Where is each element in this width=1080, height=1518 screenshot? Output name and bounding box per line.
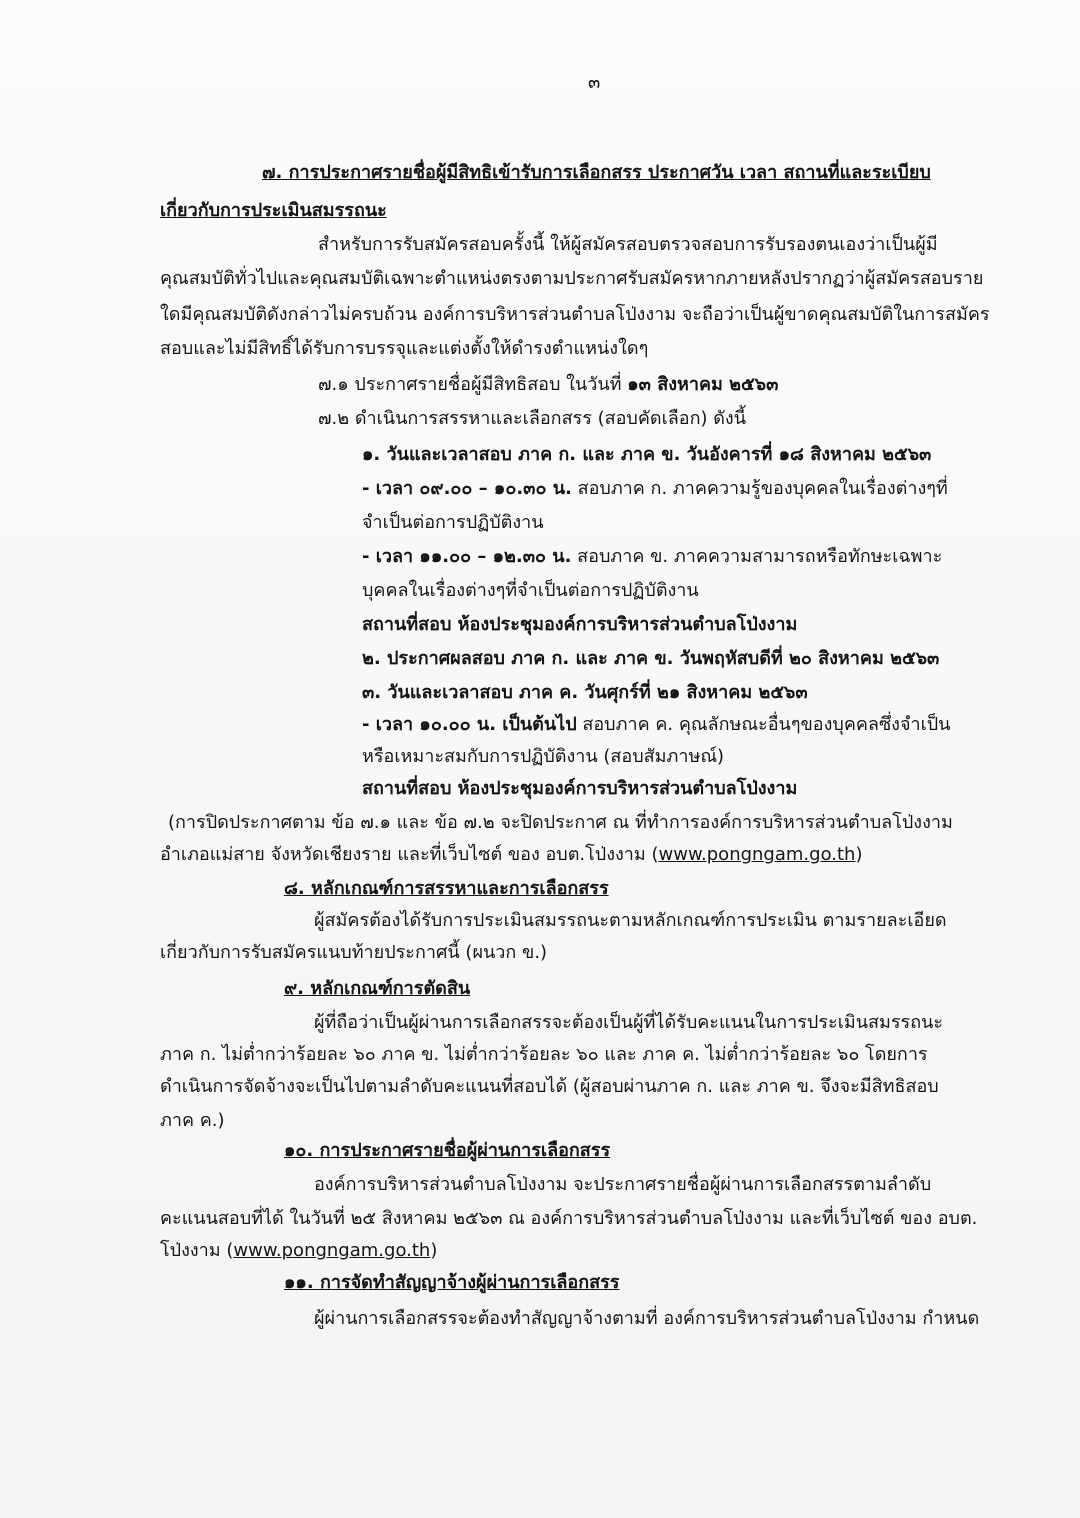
posting-note-end: )	[855, 844, 863, 865]
section-7-paragraph-line: คุณสมบัติทั่วไปและคุณสมบัติเฉพาะตำแหน่งตรงตามประกาศรับสมัครหากภายหลังปรากฏว่าผู้สมัครสอบราย	[160, 268, 984, 289]
step-3-time-text: สอบภาค ค. คุณลักษณะอื่นๆของบุคคลซึ่งจำเป็น	[576, 714, 951, 735]
section-7-paragraph-line: ใดมีคุณสมบัติดังกล่าวไม่ครบถ้วน องค์การบริหารส่วนตำบลโป่งงาม จะถือว่าเป็นผู้ขาดคุณสมบัติในการสมัคร	[160, 304, 990, 325]
section-7-heading-line-2: เกี่ยวกับการประเมินสมรรถนะ	[160, 200, 387, 221]
item-7-1-date: ๑๓ สิงหาคม ๒๕๖๓	[627, 374, 779, 395]
step-1-time-1	[362, 474, 948, 504]
step-1-time-2	[362, 542, 942, 572]
item-7-1	[318, 370, 778, 400]
section-9-heading: ๙. หลักเกณฑ์การตัดสิน	[284, 978, 471, 999]
section-11-paragraph-line: ผู้ผ่านการเลือกสรรจะต้องทำสัญญาจ้างตามที่ องค์การบริหารส่วนตำบลโป่งงาม กำหนด	[314, 1308, 980, 1329]
website-link[interactable]: www.pongngam.go.th	[233, 1240, 431, 1261]
step-3-heading: ๓. วันและเวลาสอบ ภาค ค. วันศุกร์ที่ ๒๑ สิงหาคม ๒๕๖๓	[362, 682, 808, 703]
step-1-time-1-cont: จำเป็นต่อการปฏิบัติงาน	[362, 512, 544, 533]
posting-note-line-2	[160, 840, 862, 870]
section-9-paragraph-line: ดำเนินการจัดจ้างจะเป็นไปตามลำดับคะแนนที่สอบได้ (ผู้สอบผ่านภาค ก. และ ภาค ข. จึงจะมีสิทธิสอบ	[160, 1076, 939, 1097]
section-10-paragraph-last-text: โป่งงาม (	[160, 1240, 234, 1261]
section-7-heading-line-1: ๗. การประกาศรายชื่อผู้มีสิทธิเข้ารับการเลือกสรร ประกาศวัน เวลา สถานที่และระเบียบ	[262, 162, 931, 183]
section-10-paragraph-last-end: )	[430, 1240, 438, 1261]
section-11-heading: ๑๑. การจัดทำสัญญาจ้างผู้ผ่านการเลือกสรร	[284, 1272, 620, 1293]
section-10-paragraph-line: องค์การบริหารส่วนตำบลโป่งงาม จะประกาศรายชื่อผู้ผ่านการเลือกสรรตามลำดับ	[314, 1174, 932, 1195]
section-9-paragraph-line: ภาค ค.)	[160, 1110, 225, 1131]
step-1-heading: ๑. วันและเวลาสอบ ภาค ก. และ ภาค ข. วันอังคารที่ ๑๘ สิงหาคม ๒๕๖๓	[362, 444, 932, 465]
step-3-time	[362, 710, 951, 740]
step-3-time-label: - เวลา ๑๐.๐๐ น. เป็นต้นไป	[362, 714, 577, 735]
item-7-1-label: ๗.๑ ประกาศรายชื่อผู้มีสิทธิสอบ ในวันที่	[318, 374, 628, 395]
venue-1: สถานที่สอบ ห้องประชุมองค์การบริหารส่วนตำบลโป่งงาม	[362, 614, 798, 635]
step-1-time-1-label: - เวลา ๐๙.๐๐ – ๑๐.๓๐ น.	[362, 478, 572, 499]
section-8-paragraph-line: เกี่ยวกับการรับสมัครแนบท้ายประกาศนี้ (ผนวก ข.)	[160, 942, 548, 963]
section-7-paragraph-line: สอบและไม่มีสิทธิ์ได้รับการบรรจุและแต่งตั้งให้ดำรงตำแหน่งใดๆ	[160, 338, 649, 359]
step-3-time-cont: หรือเหมาะสมกับการปฏิบัติงาน (สอบสัมภาษณ์)	[362, 746, 725, 767]
section-8-paragraph-line: ผู้สมัครต้องได้รับการประเมินสมรรถนะตามหลักเกณฑ์การประเมิน ตามรายละเอียด	[314, 910, 947, 931]
section-9-paragraph-line: ผู้ที่ถือว่าเป็นผู้ผ่านการเลือกสรรจะต้องเป็นผู้ที่ได้รับคะแนนในการประเมินสมรรถนะ	[314, 1012, 944, 1033]
step-1-time-1-text: สอบภาค ก. ภาคความรู้ของบุคคลในเรื่องต่างๆที่	[571, 478, 948, 499]
website-link[interactable]: www.pongngam.go.th	[658, 844, 856, 865]
step-1-time-2-cont: บุคคลในเรื่องต่างๆที่จำเป็นต่อการปฏิบัติงาน	[362, 580, 699, 601]
posting-note-text: อำเภอแม่สาย จังหวัดเชียงราย และที่เว็บไซต์ ของ อบต.โป่งงาม (	[160, 844, 659, 865]
item-7-2: ๗.๒ ดำเนินการสรรหาและเลือกสรร (สอบคัดเลือก) ดังนี้	[318, 408, 747, 429]
step-1-time-2-text: สอบภาค ข. ภาคความสามารถหรือทักษะเฉพาะ	[571, 546, 943, 567]
section-9-paragraph-line: ภาค ก. ไม่ต่ำกว่าร้อยละ ๖๐ ภาค ข. ไม่ต่ำกว่าร้อยละ ๖๐ และ ภาค ค. ไม่ต่ำกว่าร้อยละ ๖๐ โดยการ	[160, 1044, 928, 1065]
venue-2: สถานที่สอบ ห้องประชุมองค์การบริหารส่วนตำบลโป่งงาม	[362, 778, 798, 799]
section-10-paragraph-line: คะแนนสอบที่ได้ ในวันที่ ๒๕ สิงหาคม ๒๕๖๓ ณ องค์การบริหารส่วนตำบลโป่งงาม และที่เว็บไซต์ ของ อบต.	[160, 1208, 978, 1229]
section-8-heading: ๘. หลักเกณฑ์การสรรหาและการเลือกสรร	[284, 878, 609, 899]
step-1-time-2-label: - เวลา ๑๑.๐๐ – ๑๒.๓๐ น.	[362, 546, 572, 567]
section-7-paragraph-line: สำหรับการรับสมัครสอบครั้งนี้ ให้ผู้สมัครสอบตรวจสอบการรับรองตนเองว่าเป็นผู้มี	[318, 234, 938, 255]
posting-note-line-1: (การปิดประกาศตาม ข้อ ๗.๑ และ ข้อ ๗.๒ จะปิดประกาศ ณ ที่ทำการองค์การบริหารส่วนตำบลโป่งงาม	[168, 812, 953, 833]
step-2-heading: ๒. ประกาศผลสอบ ภาค ก. และ ภาค ข. วันพฤหัสบดีที่ ๒๐ สิงหาคม ๒๕๖๓	[362, 648, 940, 669]
page-number: ๓	[588, 72, 601, 93]
section-10-paragraph-last	[160, 1236, 437, 1266]
section-10-heading: ๑๐. การประกาศรายชื่อผู้ผ่านการเลือกสรร	[284, 1140, 611, 1161]
